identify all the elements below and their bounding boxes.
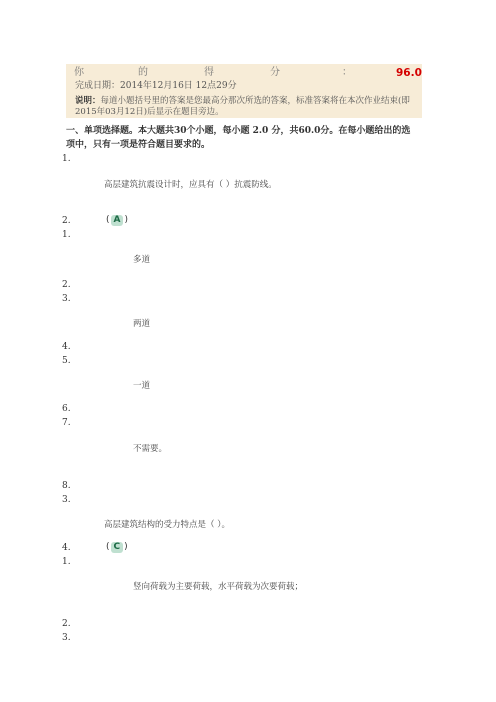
score-label-char: 你 bbox=[74, 67, 84, 78]
option-number: 4. bbox=[62, 342, 71, 352]
option-number: 1. bbox=[62, 557, 71, 567]
option-number: 5. bbox=[62, 356, 71, 366]
answer-indicator bbox=[106, 542, 128, 553]
list-number: 4. bbox=[62, 543, 71, 553]
option-number: 1. bbox=[62, 230, 71, 240]
question-text: 高层建筑抗震设计时，应具有（ ）抗震防线。 bbox=[104, 180, 277, 190]
note-line-2: 2015年03月12日)后显示在题目旁边。 bbox=[75, 107, 224, 117]
option-text: 竖向荷载为主要荷载，水平荷载为次要荷载； bbox=[133, 582, 304, 592]
score-label-char: 得 bbox=[204, 67, 214, 78]
question-text: 高层建筑结构的受力特点是（ ）。 bbox=[104, 520, 230, 530]
option-number: 3. bbox=[62, 294, 71, 304]
score-label-char: ： bbox=[342, 67, 352, 78]
option-number: 2. bbox=[62, 619, 71, 629]
score-label-char: 的 bbox=[138, 67, 148, 78]
option-number: 7. bbox=[62, 418, 71, 428]
answer-badge: C bbox=[111, 542, 124, 553]
score-row bbox=[74, 66, 422, 80]
question-number: 1. bbox=[62, 154, 71, 164]
option-text: 不需要。 bbox=[133, 444, 168, 454]
option-number: 3. bbox=[62, 633, 71, 643]
option-number: 2. bbox=[62, 280, 71, 290]
paren-close: ) bbox=[124, 542, 128, 552]
paren-open: ( bbox=[106, 542, 110, 552]
paren-open: ( bbox=[106, 215, 110, 225]
score-label-char: 分 bbox=[270, 67, 280, 78]
option-text: 多道 bbox=[133, 255, 151, 265]
section-heading-line-1: 一、单项选择题。本大题共30个小题，每小题 2.0 分，共60.0分。在每小题给出的选 bbox=[66, 126, 411, 136]
option-text: 一道 bbox=[133, 381, 151, 391]
section-heading-line-2: 项中，只有一项是符合题目要求的。 bbox=[66, 140, 211, 150]
completion-date: 完成日期：2014年12月16日 12点29分 bbox=[75, 81, 237, 91]
section-heading bbox=[66, 124, 426, 152]
score-value: 96.0 bbox=[396, 67, 422, 79]
list-number: 2. bbox=[62, 216, 71, 226]
option-text: 两道 bbox=[133, 319, 151, 329]
paren-close: ) bbox=[124, 215, 128, 225]
option-number: 6. bbox=[62, 404, 71, 414]
question-number: 3. bbox=[62, 495, 71, 505]
note-label: 说明： bbox=[75, 96, 101, 106]
note-text-1: 每道小题括号里的答案是您最高分那次所选的答案，标准答案将在本次作业结束(即 bbox=[100, 96, 410, 106]
answer-indicator bbox=[106, 215, 128, 226]
option-number: 8. bbox=[62, 481, 71, 491]
answer-badge: A bbox=[111, 215, 124, 226]
